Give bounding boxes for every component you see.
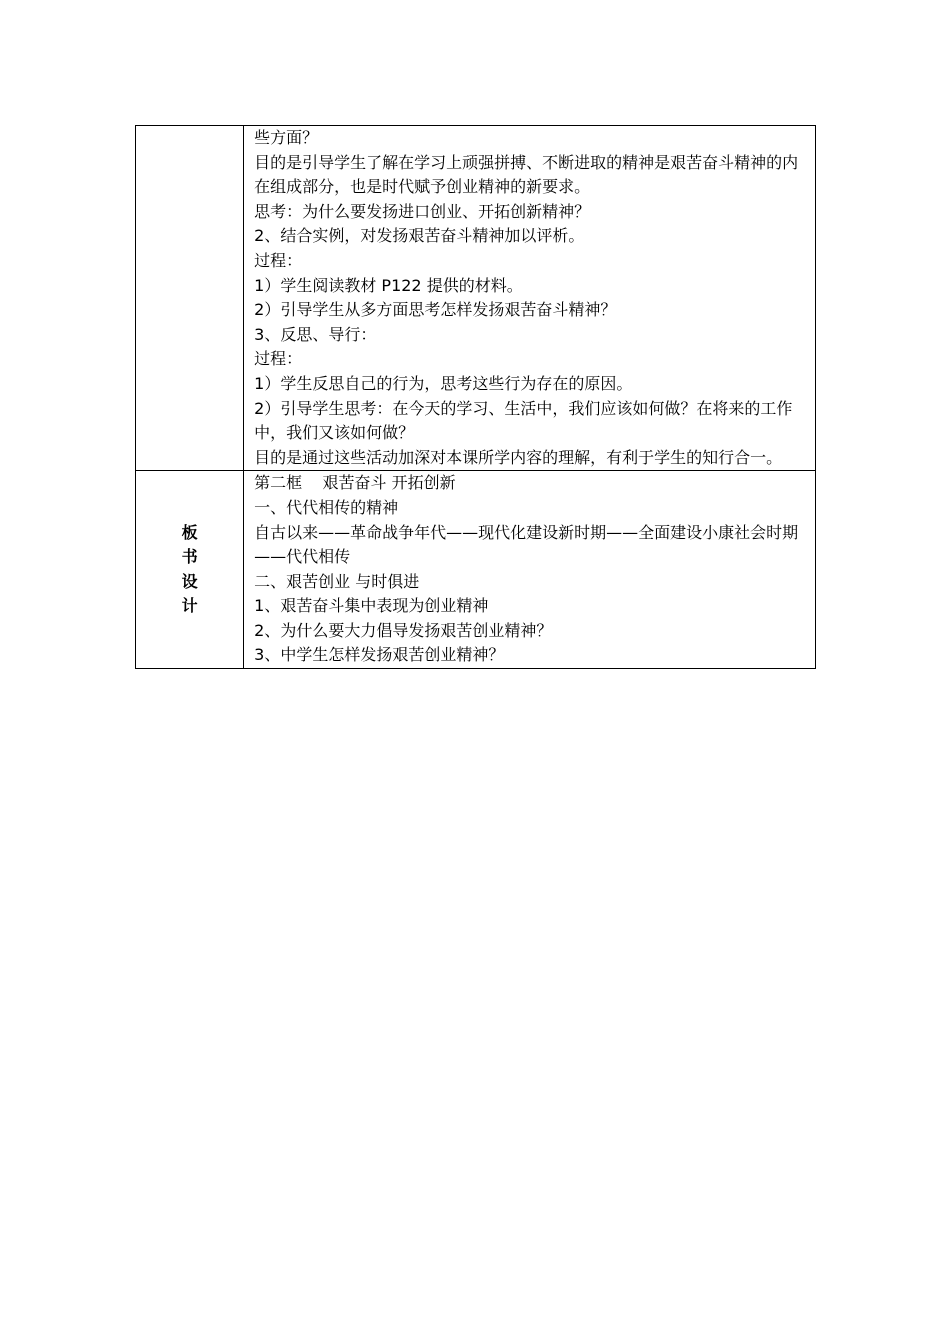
table-row-process <box>136 126 816 471</box>
process-line: 2）引导学生思考：在今天的学习、生活中，我们应该如何做？在将来的工作中，我们又该如何做？ <box>254 398 793 443</box>
table-row-board-design <box>136 471 816 669</box>
label-char: 设 <box>181 571 198 591</box>
board-line: 1、艰苦奋斗集中表现为创业精神 <box>254 596 489 616</box>
board-line: 第二框 艰苦奋斗 开拓创新 <box>254 473 456 493</box>
process-line: 2、结合实例，对发扬艰苦奋斗精神加以评析。 <box>254 226 585 246</box>
label-char: 计 <box>181 596 198 616</box>
process-line: 1）学生阅读教材 P122 提供的材料。 <box>254 275 523 295</box>
process-line: 目的是引导学生了解在学习上顽强拼搏、不断进取的精神是艰苦奋斗精神的内在组成部分，也是时代赋予创业精神的新要求。 <box>254 152 799 197</box>
board-design-label-cell <box>136 471 244 669</box>
label-char: 书 <box>181 547 198 567</box>
process-line: 2）引导学生从多方面思考怎样发扬艰苦奋斗精神？ <box>254 300 617 320</box>
process-line: 目的是通过这些活动加深对本课所学内容的理解，有利于学生的知行合一。 <box>254 447 783 467</box>
board-line: 二、艰苦创业 与时俱进 <box>254 571 420 591</box>
process-content-cell <box>244 126 816 471</box>
lesson-plan-table <box>135 125 816 669</box>
board-line: 3、中学生怎样发扬艰苦创业精神？ <box>254 645 505 665</box>
process-line: 过程： <box>254 349 303 369</box>
board-line: 2、为什么要大力倡导发扬艰苦创业精神？ <box>254 620 553 640</box>
process-line: 过程： <box>254 250 303 270</box>
board-design-content-cell <box>244 471 816 669</box>
board-line: 一、代代相传的精神 <box>254 497 399 517</box>
process-line: 些方面？ <box>254 128 319 147</box>
process-line: 1）学生反思自己的行为，思考这些行为存在的原因。 <box>254 373 633 393</box>
process-line: 思考：为什么要发扬进口创业、开拓创新精神？ <box>254 201 591 221</box>
process-line: 3、反思、导行： <box>254 324 377 344</box>
label-char: 板 <box>181 522 198 542</box>
board-design-label <box>182 521 198 619</box>
row-label-empty <box>136 126 244 471</box>
board-line: 自古以来——革命战争年代——现代化建设新时期——全面建设小康社会时期——代代相传 <box>254 522 799 567</box>
